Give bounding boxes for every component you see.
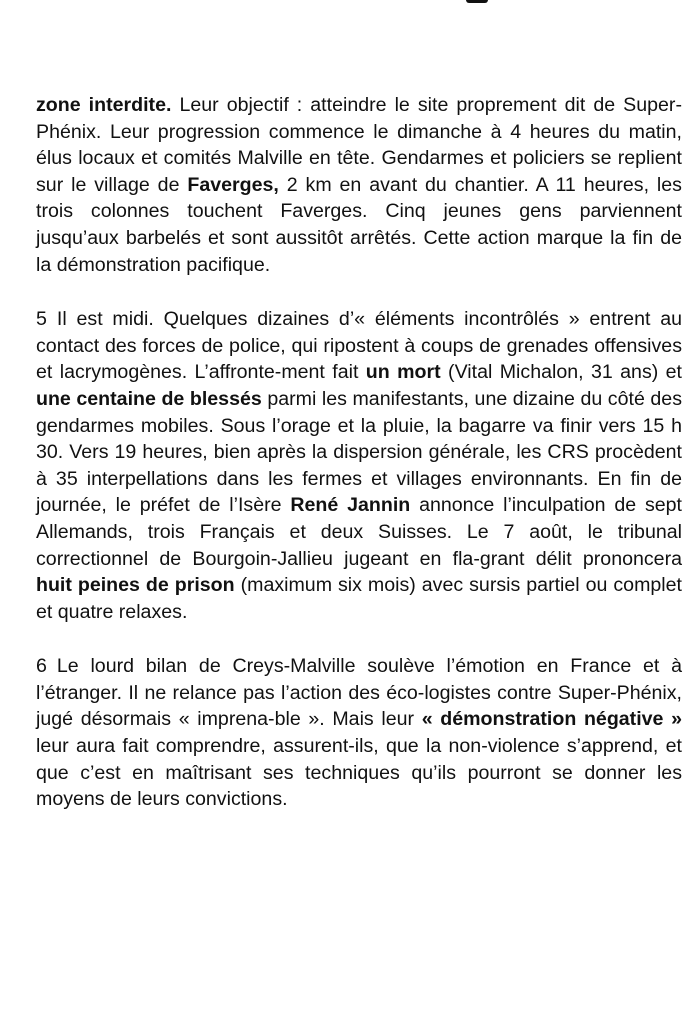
text-run: Le lourd bilan de Creys-Malville soulève l’émotion en France et à l’étranger. Il ne relance pas l’action des éco-logistes contre Super-Phénix, jugé désormais « imprena-ble ». Mais leur <box>36 655 682 731</box>
text-run: parmi les manifestants, une dizaine du côté des gendarmes mobiles. Sous l’orage et la pluie, la bagarre va finir vers 15 h 30. Vers 19 heures, bien après la dispersion générale, les CRS procèdent à 35 interpellations dans les fermes et villages environnants. En fin de journée, le préfet de l’Isère <box>36 387 682 517</box>
paragraph-number: 5 <box>36 308 47 331</box>
paragraph-number: 6 <box>36 655 47 678</box>
text-run: annonce l’inculpation de sept Allemands, trois Français et deux Suisses. Le 7 août, le tribunal correctionnel de Bourgoin-Jallieu jugeant en fla-grant délit prononcera <box>36 494 682 570</box>
bold-phrase: René Jannin <box>290 494 411 517</box>
text-run: 2 km en avant du chantier. A 11 heures, les trois colonnes touchent Faverges. Cinq jeunes gens parviennent jusqu’aux barbelés et sont aussitôt arrêtés. Cette action marque la fin de la démonstration pacifique. <box>36 173 682 276</box>
document-body <box>36 92 682 841</box>
paragraph-5 <box>36 306 682 625</box>
paragraph-zone-interdite <box>36 92 682 278</box>
text-run: leur aura fait comprendre, assurent-ils, que la non-violence s’apprend, et que c’est en maîtrisant ses techniques qu’ils pourront se donner les moyens de leurs convictions. <box>36 735 682 811</box>
bold-phrase: une centaine de blessés <box>36 387 262 410</box>
text-run: (maximum six mois) avec sursis partiel ou complet et quatre relaxes. <box>36 574 682 623</box>
bold-phrase: huit peines de prison <box>36 574 235 597</box>
text-run: Leur objectif : atteindre le site proprement dit de Super-Phénix. Leur progression commence le dimanche à 4 heures du matin, élus locaux et comités Malville en tête. Gendarmes et policiers se replient sur le village de <box>36 94 682 196</box>
bold-phrase: « démonstration négative » <box>421 708 682 731</box>
page-top-mark <box>466 0 488 3</box>
bold-phrase: Faverges, <box>187 173 279 196</box>
bold-phrase: zone interdite. <box>36 94 172 116</box>
bold-phrase: un mort <box>365 361 441 384</box>
text-run: (Vital Michalon, 31 ans) et <box>440 361 683 384</box>
text-run: Il est midi. Quelques dizaines d’« éléments incontrôlés » entrent au contact des forces de police, qui ripostent à coups de grenades offensives et lacrymogènes. L’affronte-ment fait <box>36 308 682 384</box>
paragraph-6 <box>36 653 682 813</box>
